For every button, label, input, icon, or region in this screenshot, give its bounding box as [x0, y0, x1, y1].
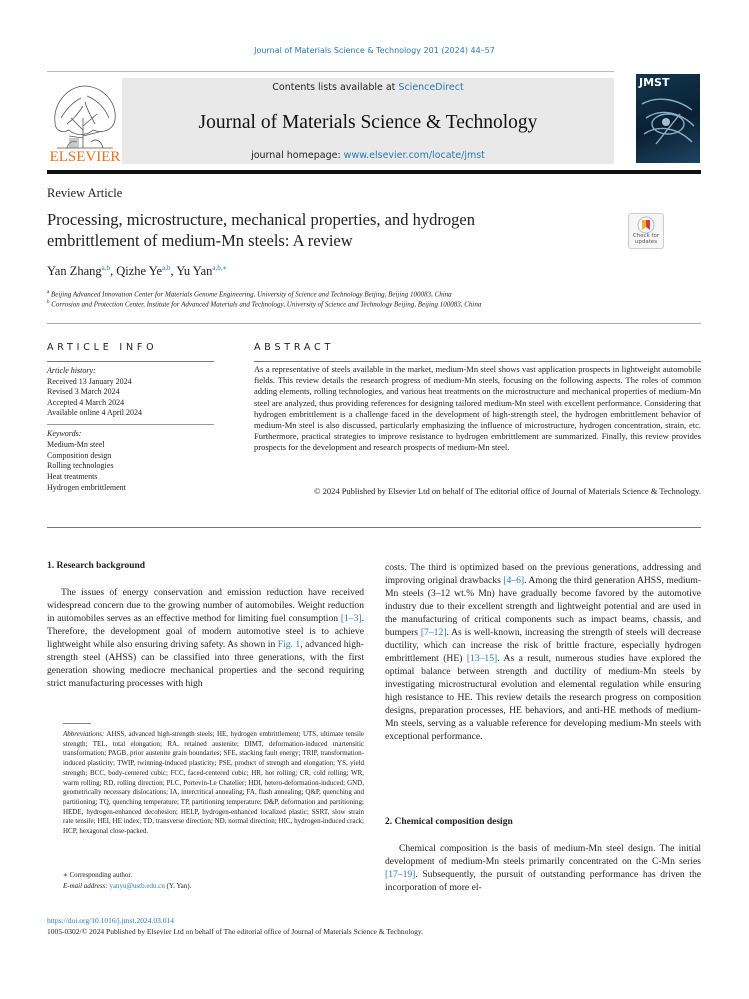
article-history — [47, 366, 142, 419]
email-footnote — [63, 882, 191, 890]
journal-cover-image[interactable] — [636, 74, 700, 163]
author-name[interactable]: Yan Zhang — [47, 264, 102, 279]
cover-art-icon — [636, 74, 700, 163]
divider — [47, 361, 214, 362]
paragraph-text: . As a result, numerous studies have explored the optimal balance between strength and ductility of medium-Mn steels by investigating microstructural evolution and elemental regulation while ensuring high resistance to HE. This review details the research progress on composition designs, preparation processes, HE behaviors, and anti-HE methods of medium-Mn steels, serving as a valuable reference for developing medium-Mn steels with exceptional performance. — [385, 653, 701, 742]
keyword-item: Composition design — [47, 450, 112, 460]
check-for-updates-button[interactable] — [628, 213, 664, 249]
abbreviations-text: AHSS, advanced high-strength steels; HE, hydrogen embrittlement; UTS, ultimate tensile strength; TEL, total elongation; RA, retained austenite; DIMT, deformation-induced martensitic transformation; PAGB, prior austenite grain boundaries; SFE, stacking fault energy; TRIP, transformation-induced plasticity; TWIP, twinning-induced plasticity; PSE, product of strength and elongation; YS, yield strength; BCC, body-centered cubic; FCC, faced-centered cubic; HR, hot rolling; CR, cold rolling; WR, warm rolling; RD, rolling direction; PLC, Portevin-Le Chatelier; HDI, hetero-deformation-induced; GND, geometrically necessary dislocations; IA, intercritical annealing; FA, flash annealing; Q&P, quenching and partitioning; TQ, quenching temperature; TP, partitioning temperature; D&P, deformation and partitioning; HEDE, hydrogen-enhanced decohesion; HELP, hydrogen-enhanced localized plastic; SSRT, slow strain rate tensile; HEI, HE index; TD, transverse direction; ND, normal direction; HIC, hydrogen-induced crack; HCP, hexagonal close-packed. — [63, 730, 364, 836]
check-for-updates-icon — [637, 216, 655, 234]
citation-link[interactable]: [1–3] — [340, 613, 362, 624]
affiliation-text: Corrosion and Protection Center, Institute for Advanced Materials and Technology, University of Science and Technology Beijing, Beijing 100083, China — [51, 300, 482, 309]
author-list — [47, 264, 227, 279]
keyword-item: Medium-Mn steel — [47, 439, 105, 449]
keyword-item: Hydrogen embrittlement — [47, 482, 126, 492]
history-label: Article history: — [47, 366, 96, 375]
paper-title: Processing, microstructure, mechanical properties, and hydrogen embrittlement of medium-Mn steels: A review — [47, 210, 475, 250]
history-item: Received 13 January 2024 — [47, 376, 132, 386]
section-heading-2: 2. Chemical composition design — [385, 817, 513, 827]
issn-copyright: 1005-0302/© 2024 Published by Elsevier Ltd on behalf of The editorial office of Journal of Materials Science & Technology. — [47, 927, 424, 936]
affiliation-sup: a — [47, 290, 50, 295]
abstract-copyright: © 2024 Published by Elsevier Ltd on behalf of The editorial office of Journal of Materials Science & Technology. — [313, 486, 701, 496]
keywords-label: Keywords: — [47, 429, 82, 438]
abbreviations-footnote — [63, 730, 364, 837]
citation-link[interactable]: Fig. 1 — [277, 639, 301, 650]
author-affiliation-sup[interactable]: a,b — [162, 264, 171, 272]
citation-link[interactable]: [17–19] — [385, 869, 416, 880]
check-for-updates-label: Check for updates — [632, 233, 660, 245]
article-type: Review Article — [47, 186, 123, 200]
divider — [47, 527, 701, 528]
section-heading-1: 1. Research background — [47, 561, 146, 571]
author-separator: , — [110, 264, 117, 279]
abbreviations-label: Abbreviations: — [63, 730, 105, 738]
history-item: Accepted 4 March 2024 — [47, 397, 125, 407]
journal-citation-link[interactable]: Journal of Materials Science & Technology 201 (2024) 44–57 — [254, 46, 495, 55]
section-1-paragraph-continued — [385, 561, 701, 743]
corresponding-author-note: ∗ Corresponding author. — [63, 871, 133, 879]
keywords — [47, 429, 126, 494]
paragraph-text: . Therefore, the development goal of modern automotive steel is to achieve lightweight while also ensuring driving safety. As shown in — [47, 613, 364, 650]
history-item: Revised 3 March 2024 — [47, 387, 120, 396]
header-heavy-rule — [47, 170, 701, 174]
author-name[interactable]: Yu Yan — [176, 264, 213, 279]
citation-link[interactable]: [7–12] — [420, 627, 447, 638]
abstract-heading: ABSTRACT — [254, 342, 335, 353]
footnote-divider — [63, 723, 91, 724]
email-suffix: (Y. Yan). — [164, 882, 192, 890]
author-separator: , — [170, 264, 177, 279]
masthead-rule — [47, 71, 614, 72]
citation-link[interactable]: [13–15] — [466, 653, 498, 664]
affiliation-text: Beijing Advanced Innovation Center for Materials Genome Engineering, University of Science and Technology Beijing, Beijing 100083, China — [50, 290, 452, 299]
sciencedirect-link[interactable]: ScienceDirect — [398, 82, 464, 93]
author-affiliation-sup[interactable]: a,b — [101, 264, 110, 272]
author-name[interactable]: Qizhe Ye — [116, 264, 163, 279]
paragraph-text: . Among the third generation AHSS, medium-Mn steels (3–12 wt.% Mn) have gradually become favored by the automotive industry due to their excellent strength and lightweight potential and are used in the manufacturing of critical components such as impact beams, chassis, and bumpers — [385, 575, 702, 638]
homepage-prefix: journal homepage: — [251, 150, 344, 161]
paragraph-text: Chemical composition is the basis of medium-Mn steel design. The initial development of medium-Mn steels primarily concentrated on the C-Mn series — [385, 843, 701, 867]
affiliation-b — [47, 300, 481, 308]
email-label: E-mail address: — [63, 882, 110, 890]
divider — [47, 323, 701, 324]
citation-link[interactable]: [4–6] — [503, 575, 525, 586]
section-2-paragraph — [385, 842, 701, 894]
elsevier-tree-icon — [47, 78, 123, 164]
journal-title: Journal of Materials Science & Technology — [198, 112, 538, 133]
divider — [254, 361, 701, 362]
article-info-heading: ARTICLE INFO — [47, 342, 158, 353]
affiliation-a — [47, 290, 452, 298]
elsevier-wordmark: ELSEVIER — [49, 149, 121, 164]
paragraph-text: costs. The third is optimized based on the previous generations, addressing and improving original drawbacks — [385, 562, 701, 586]
email-link[interactable]: yanyu@ustb.edu.cn — [109, 882, 165, 890]
contents-prefix: Contents lists available at — [272, 82, 399, 93]
divider — [47, 424, 214, 425]
affiliation-sup: b — [47, 300, 50, 305]
cover-title: JMST — [639, 76, 670, 89]
paragraph-text: . As is well-known, increasing the strength of steels will decrease ductility, which can increase the risk of brittle fracture, especially hydrogen embrittlement (HE) — [385, 627, 701, 664]
keyword-item: Rolling technologies — [47, 461, 114, 471]
homepage-line — [122, 150, 614, 161]
doi-link[interactable]: https://doi.org/10.1016/j.jmst.2024.03.014 — [47, 916, 174, 925]
contents-line — [122, 82, 614, 93]
author-affiliation-sup[interactable]: a,b,∗ — [212, 264, 228, 272]
history-item: Available online 4 April 2024 — [47, 408, 142, 417]
abstract-text: As a representative of steels available in the market, medium-Mn steel shows vast application prospects in lightweight automobile fields. This review details the research progress of medium-Mn steels, focusing on the following aspects. The roles of common adding elements, rolling technologies, and various heat treatments on the microstructure and mechanical properties of medium-Mn steel are analyzed, thus providing references for designing tailored medium-Mn steel with excellent performance. Considering that hydrogen embrittlement is a challenge faced in the development of high-strength steel, the hydrogen embrittlement behavior of medium-Mn steel is also discussed, particularly emphasizing the influence of microstructure, hydrogen concentration, strain, etc. Furthermore, practical strategies to improve resistance to hydrogen embrittlement are summarized. Finally, this review provides prospects for the development and research prospects of medium-Mn steel. — [254, 364, 701, 453]
elsevier-logo[interactable] — [47, 78, 123, 164]
keyword-item: Heat treatments — [47, 472, 98, 482]
paragraph-text: , advanced high-strength steel (AHSS) can be classified into three generations, with the first generation showing mediocre mechanical properties and the second requiring strict manufacturing processes with high — [47, 639, 364, 689]
section-1-paragraph — [47, 586, 364, 690]
paragraph-text: . Subsequently, the pursuit of outstanding performance has driven the incorporation of more el- — [385, 869, 701, 893]
homepage-link[interactable]: www.elsevier.com/locate/jmst — [343, 150, 485, 161]
paragraph-text: The issues of energy conservation and emission reduction have received widespread concern due to the growing number of automobiles. Weight reduction in automobiles serves as an effective method for limiting fuel consumption — [47, 587, 364, 624]
